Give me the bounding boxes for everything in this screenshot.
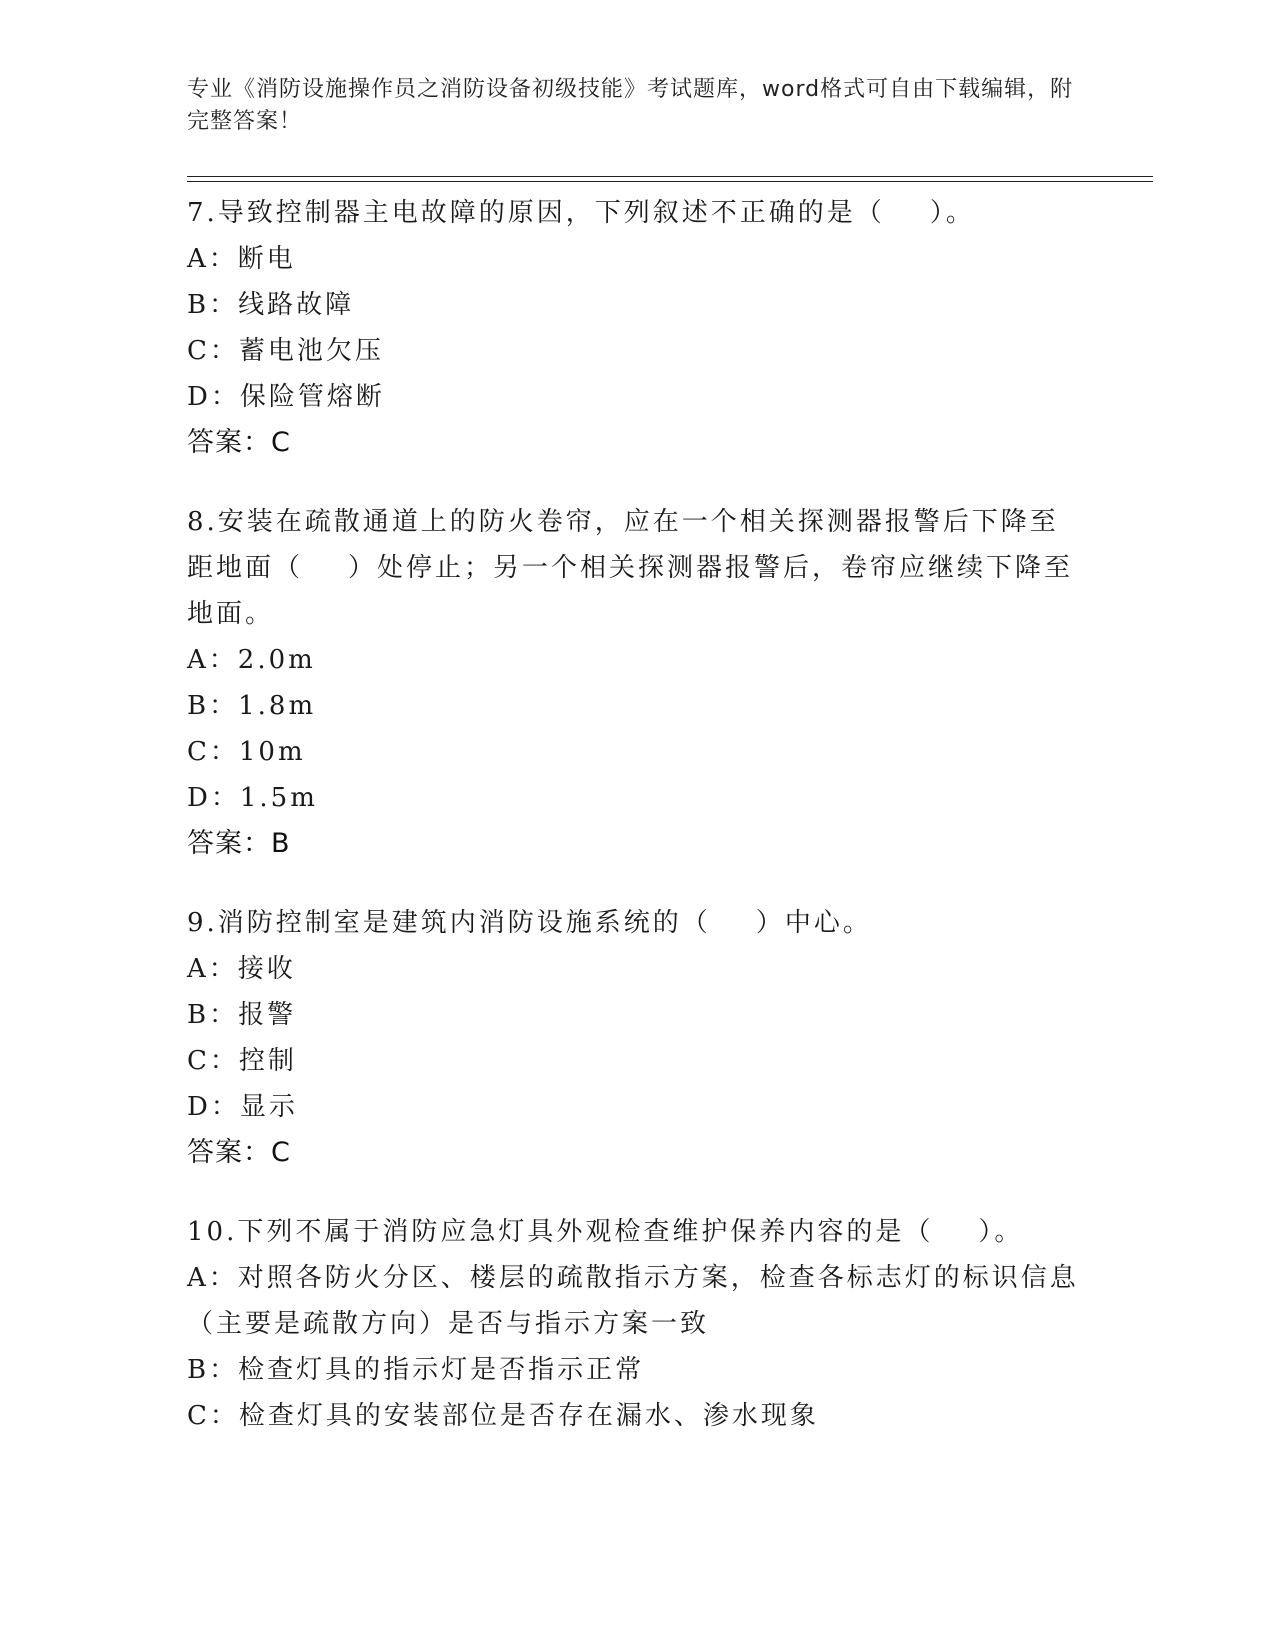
option-b: B：1.8m	[187, 691, 317, 721]
option-c: C：检查灯具的安装部位是否存在漏水、渗水现象	[187, 1401, 819, 1431]
question-stem: 7.导致控制器主电故障的原因，下列叙述不正确的是（ ）。	[187, 198, 975, 228]
answer: 答案：C	[187, 427, 291, 458]
option-c: C：控制	[187, 1046, 297, 1076]
option-a: A：2.0m	[187, 645, 316, 675]
question-stem: 地面。	[187, 599, 275, 629]
option-a: A：接收	[187, 954, 296, 984]
header-rule-top	[187, 176, 1153, 177]
question-9	[187, 900, 1147, 1176]
option-a: A：对照各防火分区、楼层的疏散指示方案，检查各标志灯的标识信息	[187, 1263, 1079, 1293]
question-10	[187, 1209, 1147, 1439]
header-rule-bottom	[187, 181, 1153, 182]
option-a-continued: （主要是疏散方向）是否与指示方案一致	[187, 1309, 710, 1339]
option-c: C：10m	[187, 737, 306, 767]
question-list	[187, 190, 1147, 1472]
question-stem: 距地面（ ）处停止；另一个相关探测器报警后，卷帘应继续下降至	[187, 553, 1074, 583]
option-d: D：保险管熔断	[187, 382, 385, 412]
question-stem: 9.消防控制室是建筑内消防设施系统的（ ）中心。	[187, 908, 872, 938]
option-a: A：断电	[187, 244, 296, 274]
document-header: 专业《消防设施操作员之消防设备初级技能》考试题库，word格式可自由下载编辑，附完整答案！	[187, 77, 1074, 134]
question-7	[187, 190, 1147, 466]
answer: 答案：B	[187, 828, 291, 859]
option-b: B：报警	[187, 1000, 297, 1030]
question-stem: 8.安装在疏散通道上的防火卷帘，应在一个相关探测器报警后下降至	[187, 507, 1059, 537]
option-b: B：线路故障	[187, 290, 355, 320]
answer: 答案：C	[187, 1137, 291, 1168]
option-c: C：蓄电池欠压	[187, 336, 384, 366]
option-d: D：1.5m	[187, 783, 318, 813]
option-d: D：显示	[187, 1092, 298, 1122]
question-8	[187, 499, 1147, 867]
option-b: B：检查灯具的指示灯是否指示正常	[187, 1355, 645, 1385]
question-stem: 10.下列不属于消防应急灯具外观检查维护保养内容的是（ ）。	[187, 1217, 1024, 1247]
